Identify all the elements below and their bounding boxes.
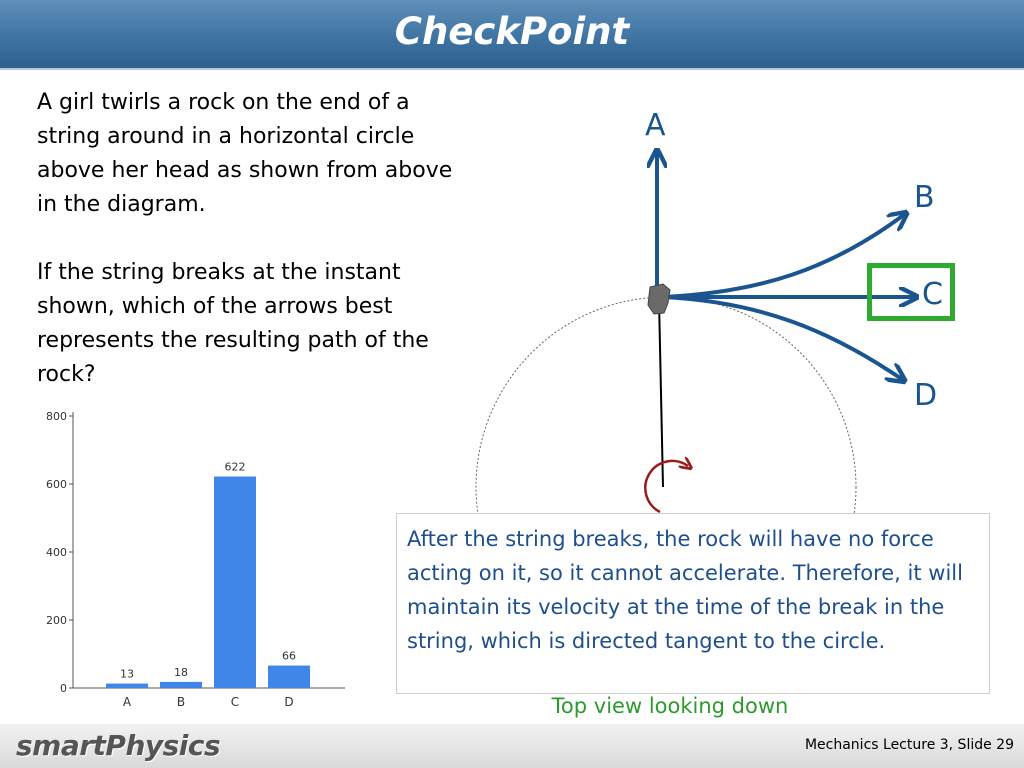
x-tick-label: D	[284, 695, 294, 709]
bar-value-label: 66	[282, 649, 296, 663]
bar	[214, 477, 256, 688]
bar	[268, 666, 310, 688]
explanation-box: After the string breaks, the rock will have no force acting on it, so it cannot accelerate. Therefore, it will maintain its velocity at the time of the break in the string, which is directed tangent to the circle.	[396, 513, 990, 694]
diagram-caption: Top view looking down	[551, 694, 789, 718]
bar-value-label: 13	[120, 667, 134, 681]
y-tick-label: 600	[46, 478, 67, 491]
label-c: C	[922, 277, 943, 312]
x-tick-label: A	[122, 695, 132, 709]
x-tick-label: B	[176, 695, 186, 709]
slide-title: CheckPoint	[394, 10, 630, 53]
slide-info: Mechanics Lecture 3, Slide 29	[804, 737, 1014, 753]
bar-value-label: 18	[174, 665, 188, 679]
question-paragraph-1: A girl twirls a rock on the end of a string around in a horizontal circle above her head as shown from above in the diagram.	[37, 90, 453, 217]
y-tick-label: 400	[46, 546, 67, 559]
label-a: A	[645, 108, 666, 143]
bar	[106, 684, 148, 688]
label-b: B	[914, 180, 935, 215]
label-d: D	[914, 378, 938, 413]
question-paragraph-2: If the string breaks at the instant shown, which of the arrows best represents the resulting path of the rock?	[37, 260, 429, 387]
y-tick-label: 200	[46, 614, 67, 627]
bar	[160, 682, 202, 688]
footer-bar	[0, 724, 1024, 768]
x-tick-label: C	[230, 695, 240, 709]
smartphysics-logo: smartPhysics	[16, 729, 221, 762]
y-tick-label: 800	[46, 410, 67, 423]
y-tick-label: 0	[60, 682, 67, 695]
bar-value-label: 622	[224, 460, 246, 474]
